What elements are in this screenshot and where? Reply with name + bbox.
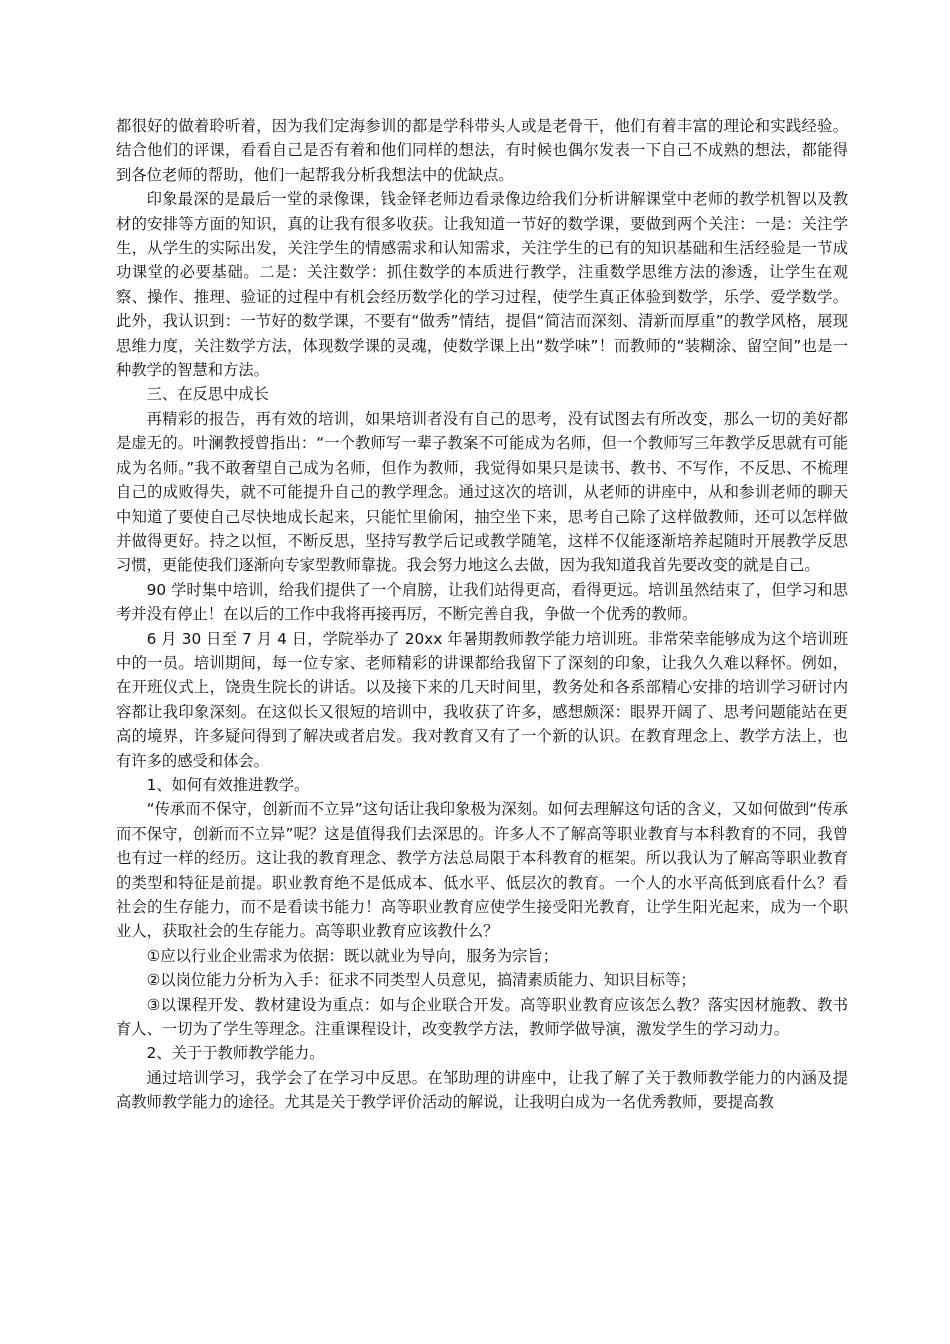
paragraph-summer-training: 6 月 30 日至 7 月 4 日，学院举办了 20xx 年暑期教师教学能力培训班。非常荣幸能够成为这个培训班中的一员。培训期间，每一位专家、老师精彩的讲课都给我留下了深刻的印象，让我久久难以释怀。例如，在开班仪式上，饶贵生院长的讲话。以及接下来的几天时间里，教务处和各系部精心安排的培训学习研讨内容都让我印象深刻。在这似长又很短的培训中，我收获了许多，感想颇深：眼界开阔了、思考问题能站在更高的境界，许多疑问得到了解决或者启发。我对教育又有了一个新的认识。在教育理念上、教学方法上，也有许多的感受和体会。 bbox=[116, 629, 848, 770]
list-item-curriculum: ③以课程开发、教材建设为重点：如与企业联合开发。高等职业教育应该怎么教？落实因材施教、教书育人、一切为了学生等理念。注重课程设计，改变教学方法，教师学做导演，激发学生的学习动力。 bbox=[116, 995, 848, 1039]
section-heading-reflection: 三、在反思中成长 bbox=[146, 385, 269, 404]
paragraph-training-summary: 90 学时集中培训，给我们提供了一个肩膀，让我们站得更高，看得更远。培训虽然结束了，但学习和思考并没有停止！在以后的工作中我将再接再厉，不断完善自我，争做一个优秀的教师。 bbox=[116, 580, 848, 624]
document-page bbox=[116, 114, 848, 1115]
list-item-job-analysis: ②以岗位能力分析为入手：征求不同类型人员意见，搞清素质能力、知识目标等； bbox=[146, 971, 696, 990]
paragraph-continuation: 都很好的做着聆听着，因为我们定海参训的都是学科带头人或是老骨干，他们有着丰富的理论和实践经验。结合他们的评课，看看自己是否有着和他们同样的想法，有时候也偶尔发表一下自己不成熟的想法，都能得到各位老师的帮助，他们一起帮我分析我想法中的优缺点。 bbox=[116, 117, 848, 184]
paragraph-vocational-education: “传承而不保守，创新而不立异”这句话让我印象极为深刻。如何去理解这句话的含义，又如何做到“传承而不保守，创新而不立异”呢？这是值得我们去深思的。许多人不了解高等职业教育与本科教育的不同，我曾也有过一样的经历。这让我的教育理念、教学方法总局限于本科教育的框架。所以我认为了解高等职业教育的类型和特征是前提。职业教育绝不是低成本、低水平、低层次的教育。一个人的水平高低到底看什么？看社会的生存能力，而不是看读书能力！高等职业教育应使学生接受阳光教育，让学生阳光起来，成为一个职业人，获取社会的生存能力。高等职业教育应该教什么？ bbox=[116, 800, 848, 941]
list-item-industry-demand: ①应以行业企业需求为依据：既以就业为导向，服务为宗旨； bbox=[146, 946, 559, 965]
paragraph-reflection: 再精彩的报告，再有效的培训，如果培训者没有自己的思考，没有试图去有所改变，那么一切的美好都是虚无的。叶澜教授曾指出：“一个教师写一辈子教案不可能成为名师，但一个教师写三年教学反思就有可能成为名师。”我不敢奢望自己成为名师，但作为教师，我觉得如果只是读书、教书、不写作，不反思、不梳理自己的成败得失，就不可能提升自己的教学理念。通过这次的培训，从老师的讲座中，从和参训老师的聊天中知道了要使自己尽快地成长起来，只能忙里偷闲，抽空坐下来，思考自己除了这样做教师，还可以怎样做并做得更好。持之以恒，不断反思，坚持写教学后记或教学随笔，这样不仅能逐渐培养起随时开展教学反思习惯，更能使我们逐渐向专家型教师靠拢。我会努力地这么去做，因为我知道我首先要改变的就是自己。 bbox=[116, 409, 848, 575]
paragraph-video-lesson: 印象最深的是最后一堂的录像课，钱金铎老师边看录像边给我们分析讲解课堂中老师的教学机智以及教材的安排等方面的知识，真的让我有很多收获。让我知道一节好的数学课，要做到两个关注：一是：关注学生，从学生的实际出发，关注学生的情感需求和认知需求，关注学生的已有的知识基础和生活经验是一节成功课堂的必要基础。二是：关注数学：抓住数学的本质进行教学，注重数学思维方法的渗透，让学生在观察、操作、推理、验证的过程中有机会经历数学化的学习过程，使学生真正体验到数学，乐学、爱学数学。此外，我认识到：一节好的数学课，不要有“做秀”情结，提倡“简洁而深刻、清新而厚重”的教学风格，展现思维力度，关注数学方法，体现数学课的灵魂，使数学课上出“数学味”！而教师的“装糊涂、留空间”也是一种教学的智慧和方法。 bbox=[116, 190, 848, 380]
section-heading-teacher-ability: 2、关于于教师教学能力。 bbox=[146, 1044, 325, 1063]
paragraph-teacher-ability: 通过培训学习，我学会了在学习中反思。在邹助理的讲座中，让我了解了关于教师教学能力的内涵及提高教师教学能力的途径。尤其是关于教学评价活动的解说，让我明白成为一名优秀教师，要提高教 bbox=[116, 1068, 848, 1112]
section-heading-teaching: 1、如何有效推进教学。 bbox=[146, 775, 310, 794]
